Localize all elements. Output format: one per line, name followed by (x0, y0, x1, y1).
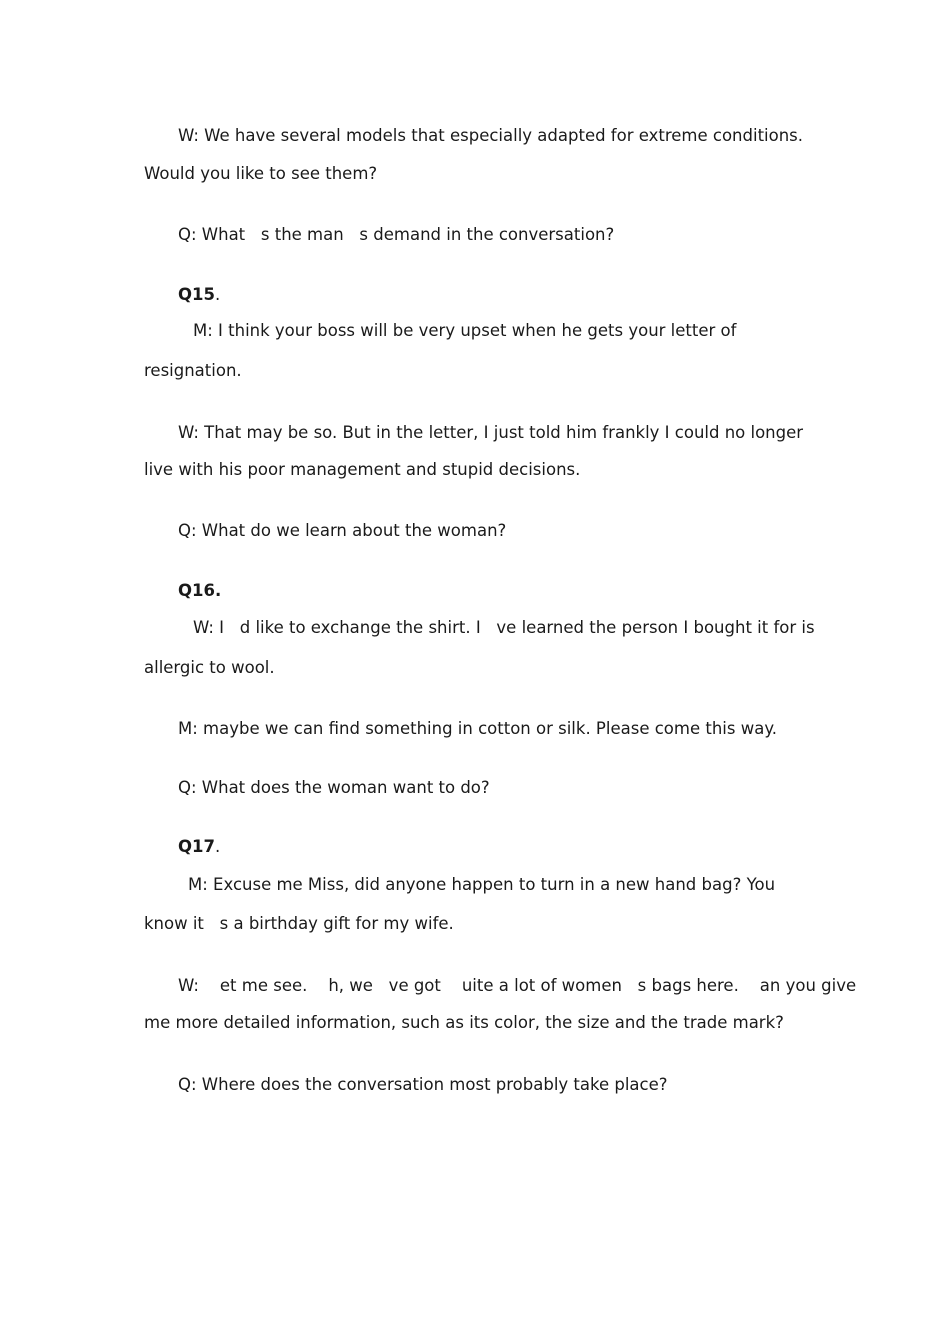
q17-heading-period: . (215, 837, 221, 856)
q15-question: Q: What do we learn about the woman? (178, 521, 507, 540)
q17-question: Q: Where does the conversation most probably take place? (178, 1075, 668, 1094)
q17-heading-label: Q17 (178, 837, 215, 856)
q15-heading-label: Q15 (178, 285, 215, 304)
q15-heading (178, 285, 220, 305)
q14-woman-line-1: W: We have several models that especially adapted for extreme conditions. (178, 126, 804, 145)
q14-question: Q: What s the man s demand in the conversation? (178, 225, 615, 244)
q15-woman-line-2: live with his poor management and stupid decisions. (144, 460, 581, 479)
q17-man-line-2: know it s a birthday gift for my wife. (144, 914, 454, 933)
q16-question: Q: What does the woman want to do? (178, 778, 490, 797)
q15-heading-period: . (215, 285, 221, 304)
q17-woman-line-1: W: et me see. h, we ve got uite a lot of women s bags here. an you give (178, 976, 857, 995)
q16-man-line-1: M: maybe we can find something in cotton or silk. Please come this way. (178, 719, 777, 738)
q15-woman-line-1: W: That may be so. But in the letter, I just told him frankly I could no longer (178, 423, 804, 442)
q14-woman-line-2: Would you like to see them? (144, 164, 378, 183)
q16-heading: Q16. (178, 581, 222, 600)
q17-man-line-1: M: Excuse me Miss, did anyone happen to turn in a new hand bag? You (188, 875, 776, 894)
q17-woman-line-2: me more detailed information, such as its color, the size and the trade mark? (144, 1013, 784, 1032)
q16-woman-line-1: W: I d like to exchange the shirt. I ve learned the person I bought it for is (193, 618, 815, 637)
q15-man-line-2: resignation. (144, 361, 242, 380)
q16-woman-line-2: allergic to wool. (144, 658, 275, 677)
q17-heading (178, 837, 220, 857)
q15-man-line-1: M: I think your boss will be very upset when he gets your letter of (193, 321, 737, 340)
